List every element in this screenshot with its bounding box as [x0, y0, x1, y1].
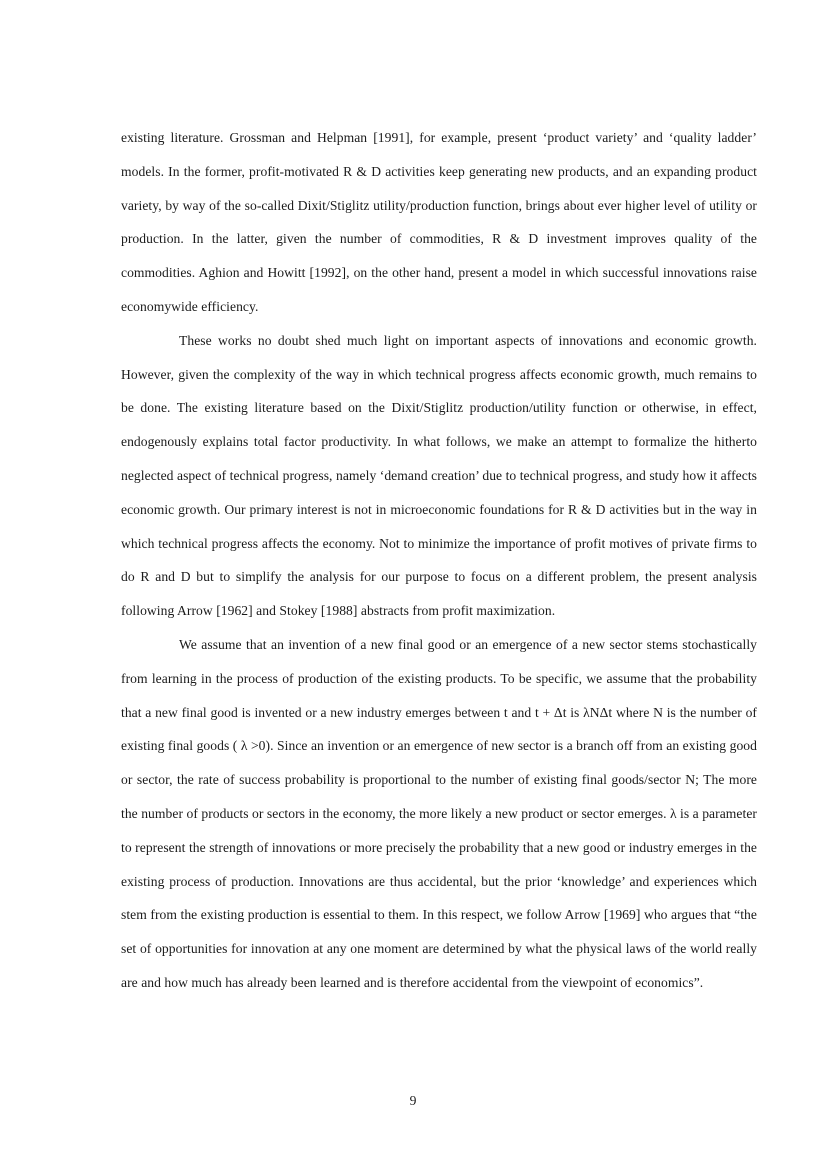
paragraph-model-assumption: We assume that an invention of a new final good or an emergence of a new sector stems stochastically from learning in the process of production of the existing products. To be specific, we assume that the probability that a new final good is invented or a new industry emerges between t and t + Δt is λNΔt where N is the number of existing final goods ( λ >0). Since an invention or an emergence of new sector is a branch off from an existing good or sector, the rate of success probability is proportional to the number of existing final goods/sector N; The more the number of products or sectors in the economy, the more likely a new product or sector emerges. λ is a parameter to represent the strength of innovations or more precisely the probability that a new good or industry emerges in the existing process of production. Innovations are thus accidental, but the prior ‘knowledge’ and experiences which stem from the existing production is essential to them. In this respect, we follow Arrow [1969] who argues that “the set of opportunities for innovation at any one moment are determined by what the physical laws of the world really are and how much has already been learned and is therefore accidental from the viewpoint of economics”.	[121, 636, 757, 990]
paragraph-contributions: These works no doubt shed much light on important aspects of innovations and economic growth. However, given the complexity of the way in which technical progress affects economic growth, much remains to be done. The existing literature based on the Dixit/Stiglitz production/utility function or otherwise, in effect, endogenously explains total factor productivity. In what follows, we make an attempt to formalize the hitherto neglected aspect of technical progress, namely ‘demand creation’ due to technical progress, and study how it affects economic growth. Our primary interest is not in microeconomic foundations for R & D activities but in the way in which technical progress affects the economy. Not to minimize the importance of profit motives of private firms to do R and D but to simplify the analysis for our purpose to focus on a different problem, the present analysis following Arrow [1962] and Stokey [1988] abstracts from profit maximization.	[121, 332, 757, 619]
page-number: 9	[409, 1093, 417, 1108]
document-body	[121, 121, 757, 1000]
paragraph-literature-review: existing literature. Grossman and Helpman [1991], for example, present ‘product variety’ and ‘quality ladder’ models. In the former, profit-motivated R & D activities keep generating new products, and an expanding product variety, by way of the so-called Dixit/Stiglitz utility/production function, brings about ever higher level of utility or production. In the latter, given the number of commodities, R & D investment improves quality of the commodities. Aghion and Howitt [1992], on the other hand, present a model in which successful innovations raise economywide efficiency.	[121, 130, 757, 314]
